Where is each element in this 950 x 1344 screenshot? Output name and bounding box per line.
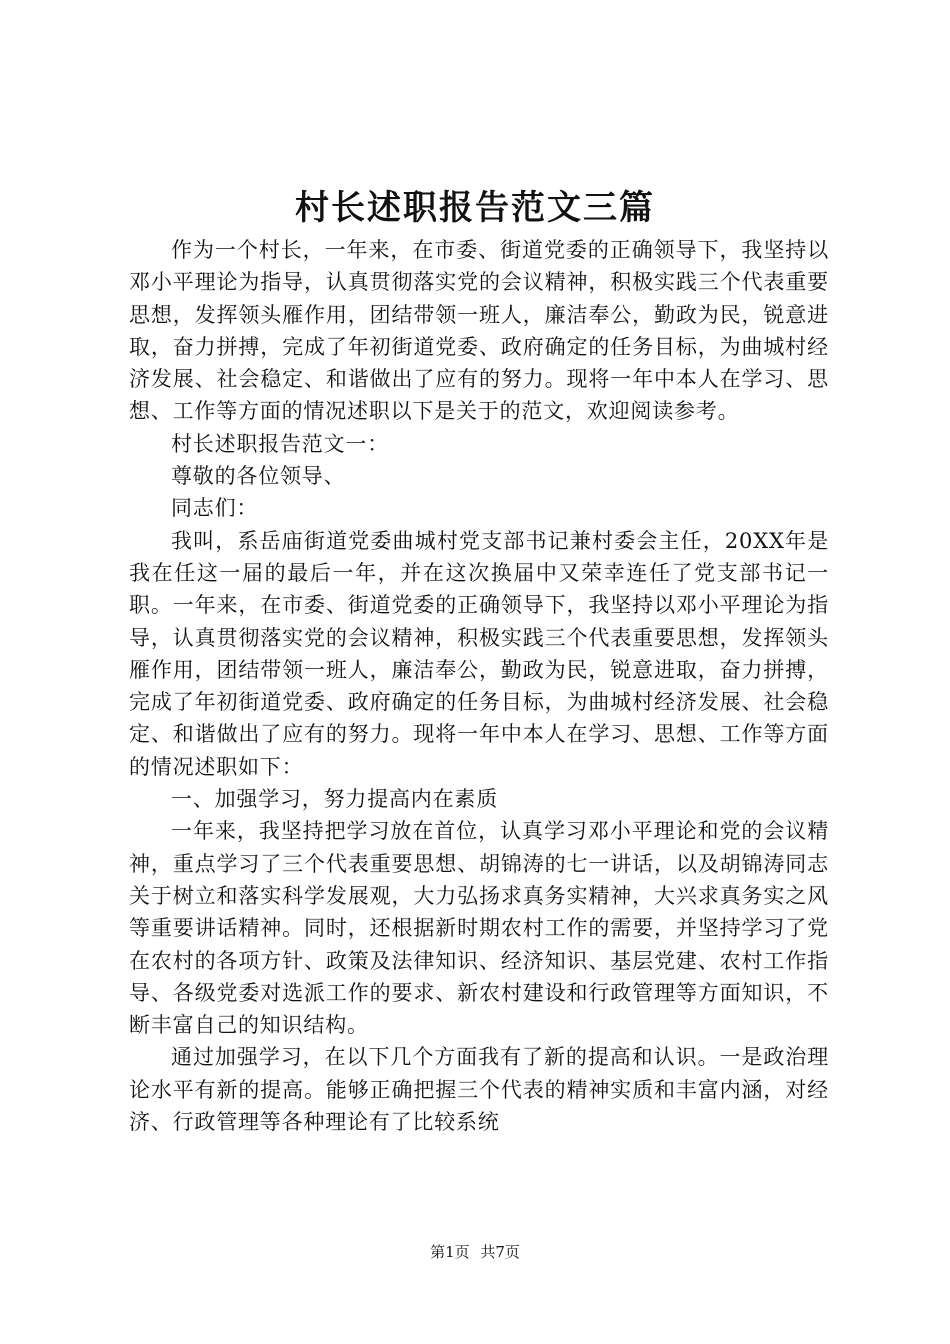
page-total: 共7页 <box>480 1243 520 1261</box>
document-title: 村长述职报告范文三篇 <box>295 188 655 228</box>
paragraph-self-intro: 我叫，系岳庙街道党委曲城村党支部书记兼村委会主任，20XX年是我在任这一届的最后一年，并在这次换届中又荣幸连任了党支部书记一职。一年来，在市委、街道党委的正确领导下，我坚持以邓小平理论为指导，认真贯彻落实党的会议精神，积极实践三个代表重要思想，发挥领头雁作用，团结带领一班人，廉洁奉公，勤政为民，锐意进取，奋力拼搏，完成了年初街道党委、政府确定的任务目标，为曲城村经济发展、社会稳定、和谐做出了应有的努力。现将一年中本人在学习、思想、工作等方面的情况述职如下： <box>129 528 829 779</box>
paragraph-salutation-2: 同志们： <box>171 496 259 521</box>
paragraph-section-heading: 一、加强学习，努力提高内在素质 <box>171 787 498 812</box>
paragraph-intro: 作为一个村长，一年来，在市委、街道党委的正确领导下，我坚持以邓小平理论为指导，认真贯彻落实党的会议精神，积极实践三个代表重要思想，发挥领头雁作用，团结带领一班人，廉洁奉公，勤政为民，锐意进取，奋力拼搏，完成了年初街道党委、政府确定的任务目标，为曲城村经济发展、社会稳定、和谐做出了应有的努力。现将一年中本人在学习、思想、工作等方面的情况述职以下是关于的范文，欢迎阅读参考。 <box>129 238 829 424</box>
paragraph-sample-heading: 村长述职报告范文一： <box>171 431 389 456</box>
paragraph-study: 一年来，我坚持把学习放在首位，认真学习邓小平理论和党的会议精神，重点学习了三个代表重要思想、胡锦涛的七一讲话，以及胡锦涛同志关于树立和落实科学发展观，大力弘扬求真务实精神，大兴求真务实之风等重要讲话精神。同时，还根据新时期农村工作的需要，并坚持学习了党在农村的各项方针、政策及法律知识、经济知识、基层党建、农村工作指导、各级党委对选派工作的要求、新农村建设和行政管理等方面知识，不断丰富自己的知识结构。 <box>129 819 829 1038</box>
page-number: 第1页 <box>430 1243 470 1261</box>
paragraph-salutation-1: 尊敬的各位领导、 <box>171 464 346 489</box>
document-body <box>129 234 829 1138</box>
page-footer <box>0 1242 950 1262</box>
paragraph-results: 通过加强学习，在以下几个方面我有了新的提高和认识。一是政治理论水平有新的提高。能够正确把握三个代表的精神实质和丰富内涵，对经济、行政管理等各种理论有了比较系统 <box>129 1045 829 1135</box>
